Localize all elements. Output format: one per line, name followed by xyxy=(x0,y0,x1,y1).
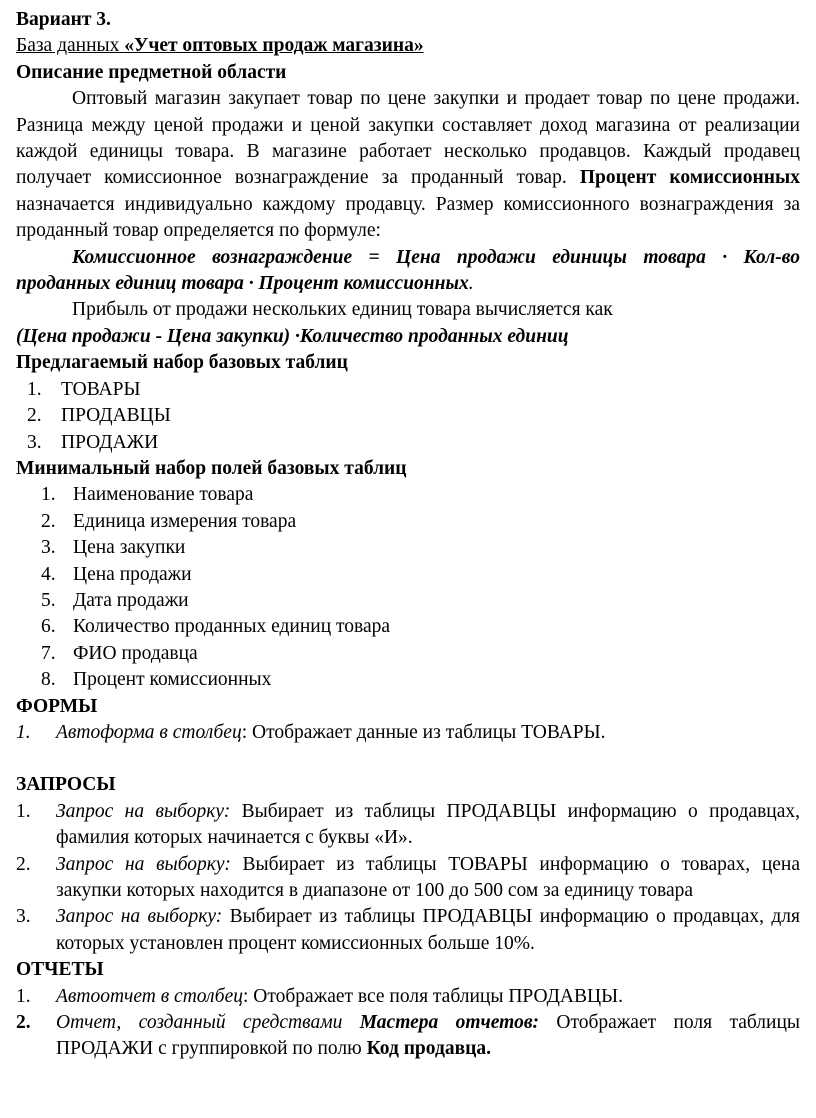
list-item xyxy=(16,667,800,693)
list-label: Единица измерения товара xyxy=(73,510,297,532)
profit-paragraph: Прибыль от продажи нескольких единиц товара вычисляется как xyxy=(72,299,613,321)
query-description: Выбирает из таблицы ТОВАРЫ информацию о товарах, цена закупки которых находится в диапазоне от 100 до 500 сом за единицу товара xyxy=(56,853,801,901)
report-type: Автоотчет в столбец xyxy=(56,985,243,1007)
report-description: : Отображает все поля таблицы ПРОДАВЦЫ. xyxy=(243,985,623,1007)
list-number: 1. xyxy=(27,378,42,400)
query-type: Запрос на выборку: xyxy=(56,906,223,928)
report-wizard: Мастера отчетов: xyxy=(359,1012,540,1034)
list-item xyxy=(16,430,800,456)
list-label: Цена продажи xyxy=(73,563,192,585)
db-title xyxy=(16,33,800,59)
list-item xyxy=(16,509,800,535)
db-prefix: База данных xyxy=(16,35,125,57)
list-item xyxy=(16,641,800,667)
para1-part-a: Оптовый магазин закупает товар по цене закупки и продает товар по цене продажи. Разница между ценой продажи и ценой закупки составляет доход магазина от реализации каждой единицы товара. В магазине работает несколько продавцов. Каждый продавец получает комиссионное вознаграждение за проданный товар. xyxy=(16,88,800,189)
list-label: ФИО продавца xyxy=(73,642,198,664)
list-label: Цена закупки xyxy=(73,537,186,559)
list-item xyxy=(16,720,800,746)
para1-part-b: назначается индивидуально каждому продавцу. Размер комиссионного вознаграждения за проданный товар определяется по формуле: xyxy=(16,193,800,242)
list-number: 1. xyxy=(16,985,31,1007)
query-description: Выбирает из таблицы ПРОДАВЦЫ информацию о продавцах, для которых установлен процент комиссионных больше 10%. xyxy=(56,906,801,954)
list-number: 2. xyxy=(41,510,56,532)
list-number: 1. xyxy=(16,800,31,822)
reports-list xyxy=(16,984,800,1063)
list-item xyxy=(16,562,800,588)
list-number: 6. xyxy=(41,616,56,638)
list-label: ПРОДАВЦЫ xyxy=(61,405,171,427)
form-description: : Отображает данные из таблицы ТОВАРЫ. xyxy=(241,721,606,743)
list-item xyxy=(16,984,800,1010)
list-number: 2. xyxy=(16,1012,31,1034)
list-item xyxy=(16,535,800,561)
list-label: Процент комиссионных xyxy=(73,669,272,691)
list-number: 2. xyxy=(16,853,31,875)
fields-list xyxy=(16,482,800,693)
fields-heading: Минимальный набор полей базовых таблиц xyxy=(16,457,407,479)
formula1-end: . xyxy=(468,273,474,295)
list-label: ПРОДАЖИ xyxy=(61,431,159,453)
list-number: 3. xyxy=(41,537,56,559)
tables-list xyxy=(16,377,800,456)
list-number: 1. xyxy=(41,484,56,506)
list-number: 3. xyxy=(16,906,31,928)
queries-heading: ЗАПРОСЫ xyxy=(16,774,116,796)
list-label: Наименование товара xyxy=(73,484,254,506)
queries-list xyxy=(16,799,800,957)
reports-heading: ОТЧЕТЫ xyxy=(16,959,104,981)
tables-heading: Предлагаемый набор базовых таблиц xyxy=(16,352,348,374)
para1-bold: Процент комиссионных xyxy=(579,167,800,189)
list-number: 8. xyxy=(41,669,56,691)
list-item xyxy=(16,377,800,403)
report-group-field: Код продавца. xyxy=(366,1038,491,1060)
list-item xyxy=(16,403,800,429)
list-number: 1. xyxy=(16,721,31,743)
list-item xyxy=(16,482,800,508)
variant-title: Вариант 3. xyxy=(16,9,111,30)
query-description: Выбирает из таблицы ПРОДАВЦЫ информацию о продавцах, фамилия которых начинается с буквы «И». xyxy=(56,800,800,849)
spacer xyxy=(16,746,800,772)
description-paragraph xyxy=(16,86,800,244)
list-number: 7. xyxy=(41,642,56,664)
list-item xyxy=(16,588,800,614)
list-label: Количество проданных единиц товара xyxy=(73,616,391,638)
list-label: Дата продажи xyxy=(73,589,189,611)
list-item xyxy=(16,1010,800,1063)
list-item xyxy=(16,614,800,640)
list-item xyxy=(16,904,800,957)
description-heading: Описание предметной области xyxy=(16,61,287,83)
report-type: Отчет, созданный средствами xyxy=(56,1012,360,1034)
list-number: 5. xyxy=(41,589,56,611)
form-type: Автоформа в столбец xyxy=(56,721,242,743)
forms-heading: ФОРМЫ xyxy=(16,695,98,717)
db-name: «Учет оптовых продаж магазина» xyxy=(124,35,424,57)
list-number: 2. xyxy=(27,405,42,427)
list-item xyxy=(16,799,800,852)
list-label: ТОВАРЫ xyxy=(61,378,141,400)
query-type: Запрос на выборку: xyxy=(56,853,231,875)
query-type: Запрос на выборку: xyxy=(56,800,231,822)
report-description: Отображает поля таблицы ПРОДАЖИ с группировкой по полю xyxy=(56,1012,800,1060)
forms-list xyxy=(16,720,800,746)
formula-commission xyxy=(16,245,800,298)
formula-profit: (Цена продажи - Цена закупки) ·Количество проданных единиц xyxy=(16,325,569,347)
list-item xyxy=(16,852,800,905)
list-number: 3. xyxy=(27,431,42,453)
list-number: 4. xyxy=(41,563,56,585)
formula1-text: Комиссионное вознаграждение = Цена продажи единицы товара · Кол-во проданных единиц товара · Процент комиссионных xyxy=(16,246,800,295)
